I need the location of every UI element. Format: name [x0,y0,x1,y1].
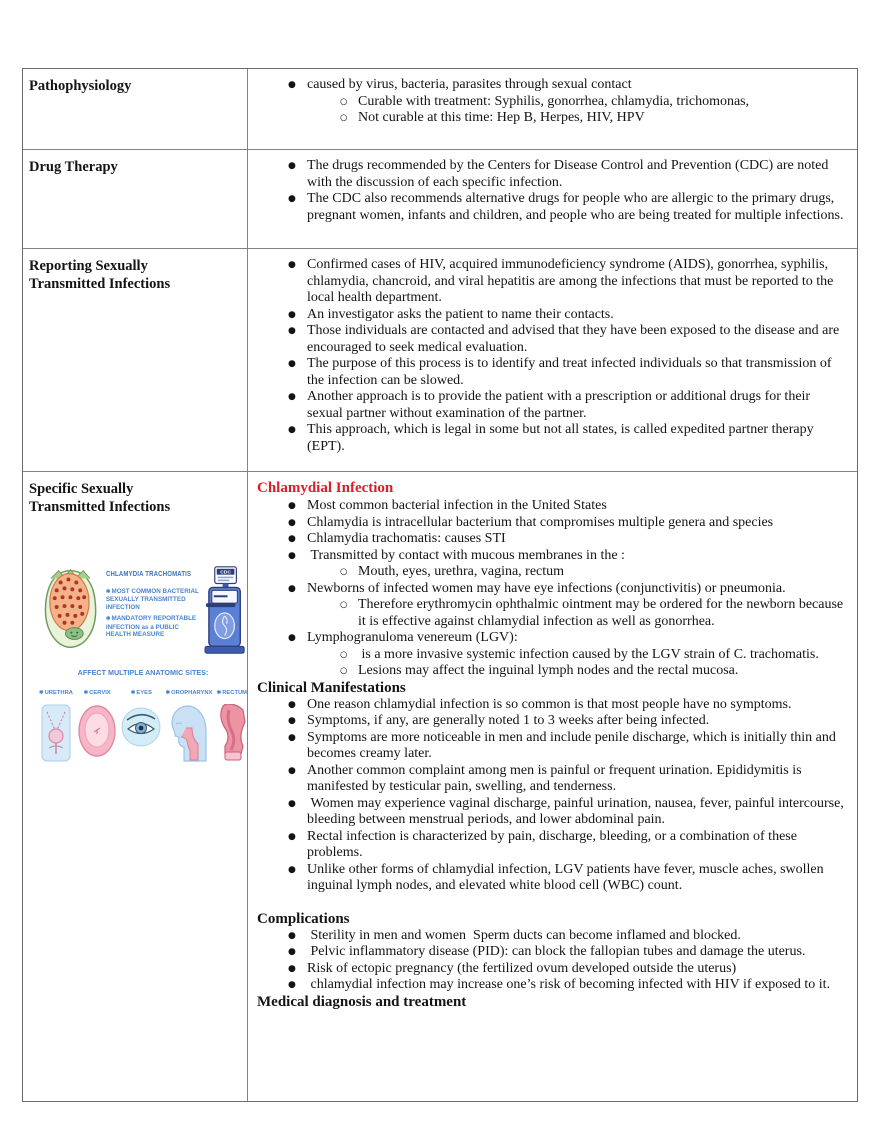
sub-bullet-marker-icon: ○ [340,96,348,107]
asterisk-bullet-icon: ✱ [165,689,171,696]
bullet-text: Rectal infection is characterized by pain, discharge, bleeding, or a combination of these problems. [307,828,801,860]
bullet-text: caused by virus, bacteria, parasites through sexual contact [307,77,632,92]
bullet-item [257,422,845,455]
asterisk-bullet-icon: ✱ [83,689,89,696]
bullet-marker-icon: ● [288,359,296,369]
bullet-text: Those individuals are contacted and advised that they have been exposed to the disease and are encouraged to seek medical evaluation. [307,323,843,355]
eye-icon [121,704,161,748]
site-label [84,685,111,703]
notes-table [22,68,858,1102]
bullet-item [257,356,845,389]
bullet-item [257,531,845,548]
bullet-text: Confirmed cases of HIV, acquired immunodeficiency syndrome (AIDS), gonorrhea, syphilis, chlamydia, chancroid, and viral hepatitis are among the infections that must be reported to the local health department. [307,257,837,305]
bullet-marker-icon: ● [288,980,296,990]
sub-bullet-marker-icon: ○ [340,113,348,123]
row-content-cell [248,150,857,248]
illustration-bullet [106,588,200,612]
bullet-item [257,697,845,714]
asterisk-bullet-icon: ✱ [105,616,111,623]
asterisk-bullet-icon: ✱ [105,588,111,595]
bullet-text: An investigator asks the patient to name their contacts. [307,306,614,322]
bullet-text: Lesions may affect the inguinal lymph nodes and the rectal mucosa. [358,663,739,678]
bullet-item [257,763,845,796]
bullet-marker-icon: ● [288,633,296,643]
site-label-text: CERVIX [89,689,111,696]
site-label-text: EYES [136,689,152,696]
bullet-text: Unlike other forms of chlamydial infection, LGV patients have fever, muscle aches, swollen inguinal lymph nodes, and elevated white blood cell (WBC) count. [307,861,828,893]
section-heading: Complications [257,910,350,927]
asterisk-bullet-icon: ✱ [130,689,136,696]
bullet-item [257,389,845,422]
bullet-item [257,515,845,532]
bullet-text: Therefore erythromycin ophthalmic ointment may be ordered for the newborn because it is effective against chlamydial infection as well as gonorrhea. [358,597,847,629]
sub-bullet-item [257,597,845,630]
cdc-sign-label: CDC [220,570,231,576]
bullet-item [257,928,845,945]
bullet-item [257,630,845,647]
illustration-bullet-text: MOST COMMON BACTERIAL SEXUALLY TRANSMITTED INFECTION [105,587,199,611]
site-label [217,685,247,703]
illustration-text-block [106,566,200,639]
sub-bullet-marker-icon: ○ [340,649,348,660]
row-header-cell [23,150,248,248]
site-cervix [77,685,117,763]
bullet-marker-icon: ● [288,831,296,842]
bullet-marker-icon: ● [288,161,296,171]
bullet-text: Another approach is to provide the patient with a prescription or additional drugs for their sexual partner without examination of the partner. [307,389,814,421]
site-label-text: OROPHARYNX [171,689,213,696]
illustration-bullet-text: MANDATORY REPORTABLE INFECTION as a PUBLIC HEALTH MEASURE [105,615,197,639]
bullet-text: Lymphogranuloma venereum (LGV): [307,630,518,645]
bullet-text: Another common complaint among men is painful or frequent urination. Epididymitis is manifested by testicular pain, swelling, and tenderness. [307,762,806,794]
bullet-item [257,191,845,224]
table-row [23,69,857,149]
bullet-item [257,548,845,565]
asterisk-bullet-icon: ✱ [39,689,44,696]
bullet-text: is a more invasive systemic infection caused by the LGV strain of C. trachomatis. [358,646,819,662]
row-content-cell [248,472,857,1101]
row-header-cell [23,69,248,149]
row-content-cell [248,69,857,149]
bullet-marker-icon: ● [288,260,296,270]
rectum-icon [217,704,247,762]
row-header-pathophysiology: Pathophysiology [29,78,132,94]
illustration-sites-header: AFFECT MULTIPLE ANATOMIC SITES: [77,668,209,677]
bullet-marker-icon: ● [288,80,296,90]
site-urethra [39,685,73,763]
bullet-text: Mouth, eyes, urethra, vagina, rectum [358,564,565,579]
bullet-text: Chlamydia is intracellular bacterium that compromises multiple genera and species [307,514,774,530]
sub-bullet-item [257,647,845,664]
row-header-reporting-stis: Reporting Sexually Transmitted Infections [29,258,171,292]
section-heading: Medical diagnosis and treatment [257,993,467,1010]
bullet-item [257,307,845,324]
bullet-text: The drugs recommended by the Centers for Disease Control and Prevention (CDC) are noted with the discussion of each specific infection. [307,158,832,190]
bullet-marker-icon: ● [288,392,296,402]
bullet-text: The CDC also recommends alternative drugs for people who are allergic to the primary drugs, pregnant women, infants and children, and people who are being treated for multiple infections. [307,191,844,223]
site-rectum [217,685,247,763]
row-header-specific-stis: Specific Sexually Transmitted Infections [29,481,171,515]
sub-bullet-item [257,564,845,581]
red-section-heading: Chlamydial Infection [257,480,394,496]
illustration-bullet [106,615,200,639]
bullet-marker-icon: ● [288,947,296,957]
bullet-marker-icon: ● [288,798,296,809]
bullet-text: Pelvic inflammatory disease (PID): can block the fallopian tubes and damage the uterus. [307,944,806,959]
table-row [23,471,857,1101]
bullet-item [257,862,845,895]
bullet-marker-icon: ● [288,699,296,710]
bullet-item [257,581,845,598]
bullet-marker-icon: ● [288,732,296,743]
bullet-text: Symptoms, if any, are generally noted 1 to 3 weeks after being infected. [307,713,710,728]
bullet-text: Not curable at this time: Hep B, Herpes, HIV, HPV [358,110,645,125]
bullet-item [257,323,845,356]
bullet-text: chlamydial infection may increase one’s risk of becoming infected with HIV if exposed to it. [307,977,831,992]
anatomic-sites-row [39,685,247,763]
bullet-marker-icon: ● [288,963,296,974]
sub-bullet-marker-icon: ○ [340,600,348,610]
oropharynx-icon [168,704,210,762]
bullet-marker-icon: ● [288,864,296,875]
site-oropharynx [165,685,212,763]
bullet-item [257,730,845,763]
bullet-text: The purpose of this process is to identify and treat infected individuals so that transmission of the infection can be slowed. [307,356,836,388]
cdc-dropbox-illustration [202,564,247,658]
bullet-marker-icon: ● [288,194,296,204]
bullet-item [257,257,845,307]
bullet-marker-icon: ● [288,765,296,776]
row-header-drug-therapy: Drug Therapy [29,159,118,175]
bullet-text: Newborns of infected women may have eye infections (conjunctivitis) or pneumonia. [307,580,786,596]
bullet-marker-icon: ● [288,583,296,594]
bullet-text: Curable with treatment: Syphilis, gonorrhea, chlamydia, trichomonas, [358,93,750,109]
chlamydia-trachomatis-illustration [39,564,247,762]
site-label [165,685,212,703]
site-label [131,685,152,703]
bullet-text: One reason chlamydial infection is so common is that most people have no symptoms. [307,696,792,712]
bullet-marker-icon: ● [288,517,296,528]
bullet-item [257,944,845,961]
bullet-marker-icon: ● [288,501,296,511]
table-row [23,248,857,471]
bullet-item [257,498,845,515]
bullet-item [257,713,845,730]
bullet-item [257,961,845,978]
bullet-text: Sterility in men and women Sperm ducts can become inflamed and blocked. [307,927,741,943]
bullet-marker-icon: ● [288,309,296,320]
bullet-text: Chlamydia trachomatis: causes STI [307,531,506,546]
sub-bullet-marker-icon: ○ [340,666,348,676]
sub-bullet-item [257,663,845,680]
bullet-marker-icon: ● [288,326,296,336]
bullet-item [257,77,845,94]
row-content-cell [248,249,857,471]
bullet-item [257,977,845,994]
table-row [23,149,857,248]
bullet-marker-icon: ● [288,534,296,544]
site-label-text: URETHRA [44,689,73,696]
section-heading: Clinical Manifestations [257,679,406,696]
row-header-cell [23,249,248,471]
bullet-marker-icon: ● [288,716,296,726]
bullet-text: Risk of ectopic pregnancy (the fertilized ovum developed outside the uterus) [307,960,737,976]
cervix-icon [77,704,117,758]
row-header-cell [23,472,248,1101]
site-label [39,685,73,703]
bullet-text: Women may experience vaginal discharge, painful urination, nausea, fever, painful intercourse, bleeding between menstrual periods, and lower abdominal pain. [307,795,848,827]
bullet-text: Symptoms are more noticeable in men and include penile discharge, which is initially thin and becomes creamy later. [307,729,840,761]
asterisk-bullet-icon: ✱ [216,689,222,696]
sub-bullet-item [257,94,845,111]
site-eyes [121,685,161,763]
illustration-top-block [39,564,247,658]
illustration-title: CHLAMYDIA TRACHOMATIS [105,571,192,578]
bullet-item [257,829,845,862]
bullet-marker-icon: ● [288,425,296,435]
bullet-text: Transmitted by contact with mucous membranes in the : [307,547,625,563]
bullet-item [257,795,848,829]
bacteria-cell-illustration [39,564,102,652]
bullet-text: This approach, which is legal in some but not all states, is called expedited partner therapy (EPT). [307,422,818,454]
sub-bullet-item [257,110,845,127]
site-label-text: RECTUM [222,689,247,696]
spacer [257,895,845,911]
bullet-text: Most common bacterial infection in the United States [307,498,607,513]
bullet-marker-icon: ● [288,930,296,941]
urethra-icon [41,704,71,762]
bullet-item [257,158,845,191]
sub-bullet-marker-icon: ○ [340,567,348,577]
bullet-marker-icon: ● [288,550,296,561]
